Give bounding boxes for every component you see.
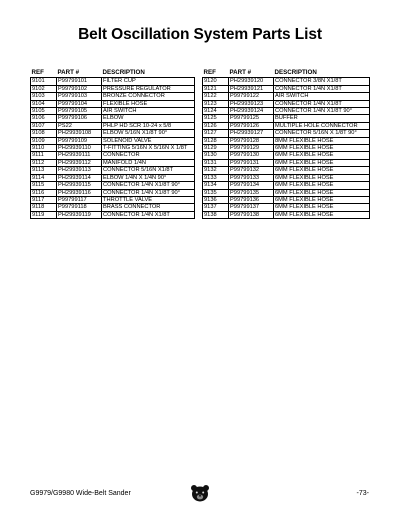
part-number-cell: P99799102	[57, 85, 102, 92]
page-number: -73-	[356, 490, 369, 497]
table-row	[31, 182, 195, 189]
ref-cell: 9108	[31, 130, 57, 137]
table-row	[203, 152, 370, 159]
part-number-cell: P99799103	[57, 93, 102, 100]
part-number-cell: P99799135	[229, 189, 274, 196]
table-row	[203, 204, 370, 211]
table-row	[31, 78, 195, 85]
ref-cell: 9132	[203, 167, 229, 174]
table-row	[31, 196, 195, 203]
part-number-cell: PH29939119	[57, 211, 102, 218]
part-number-cell: PH29939110	[57, 145, 102, 152]
table-row	[203, 115, 370, 122]
table-row	[31, 204, 195, 211]
part-number-cell: P99799126	[229, 122, 274, 129]
description-cell: MANIFOLD 1/4N	[102, 159, 195, 166]
ref-cell: 9112	[31, 159, 57, 166]
ref-cell: 9103	[31, 93, 57, 100]
table-row	[31, 189, 195, 196]
table-row	[31, 85, 195, 92]
description-cell: T-FITTING 5/16N X 5/16N X 1/8T	[102, 145, 195, 152]
description-cell: FILTER CUP	[102, 78, 195, 85]
table-row	[203, 211, 370, 218]
description-cell: BRONZE CONNECTOR	[102, 93, 195, 100]
part-number-cell: P99799128	[229, 137, 274, 144]
description-cell: ELBOW 5/16N X1/8T 90°	[102, 130, 195, 137]
table-row	[203, 108, 370, 115]
description-cell: SOLENOID VALVE	[102, 137, 195, 144]
part-number-cell: P99799137	[229, 204, 274, 211]
description-cell: CONNECTOR	[102, 152, 195, 159]
page-title: Belt Oscillation System Parts List	[78, 26, 322, 43]
table-row	[31, 137, 195, 144]
ref-cell: 9131	[203, 159, 229, 166]
description-cell: CONNECTOR 1/4N X1/8T 90°	[274, 108, 370, 115]
table-row	[203, 182, 370, 189]
ref-cell: 9138	[203, 211, 229, 218]
table-row	[203, 145, 370, 152]
table-row	[203, 130, 370, 137]
ref-cell: 9111	[31, 152, 57, 159]
part-number-cell: P99799132	[229, 167, 274, 174]
ref-cell: 9129	[203, 145, 229, 152]
ref-cell: 9136	[203, 196, 229, 203]
table-row	[31, 159, 195, 166]
grizzly-bear-logo-icon	[190, 484, 210, 502]
description-cell: 6MM FLEXIBLE HOSE	[274, 211, 370, 218]
ref-cell: 9109	[31, 137, 57, 144]
table-row	[203, 122, 370, 129]
ref-cell: 9123	[203, 100, 229, 107]
description-cell: CONNECTOR 1/4N X1/8T	[274, 100, 370, 107]
part-number-cell: PH29939127	[229, 130, 274, 137]
part-number-cell: P99799105	[57, 108, 102, 115]
part-number-cell: PH29939120	[229, 78, 274, 85]
part-number-cell: P99799133	[229, 174, 274, 181]
description-cell: 6MM FLEXIBLE HOSE	[274, 196, 370, 203]
ref-cell: 9137	[203, 204, 229, 211]
ref-cell: 9113	[31, 167, 57, 174]
part-number-cell: P99799130	[229, 152, 274, 159]
ref-cell: 9104	[31, 100, 57, 107]
part-number-cell: PH29939116	[57, 189, 102, 196]
part-number-cell: P99799125	[229, 115, 274, 122]
part-number-cell: P99799118	[57, 204, 102, 211]
table-row	[31, 93, 195, 100]
table-row	[31, 167, 195, 174]
description-cell: 6MM FLEXIBLE HOSE	[274, 182, 370, 189]
description-cell: CONNECTOR 5/16N X 1/8T 90°	[274, 130, 370, 137]
ref-cell: 9130	[203, 152, 229, 159]
part-number-cell: P99799101	[57, 78, 102, 85]
table-row	[31, 211, 195, 218]
ref-cell: 9128	[203, 137, 229, 144]
description-cell: BRASS CONNECTOR	[102, 204, 195, 211]
table-row	[31, 130, 195, 137]
ref-cell: 9101	[31, 78, 57, 85]
table-row	[203, 159, 370, 166]
ref-cell: 9118	[31, 204, 57, 211]
description-cell: ELBOW 1/4N X 1/4N 90°	[102, 174, 195, 181]
part-number-cell: P99799129	[229, 145, 274, 152]
description-cell: CONNECTOR 1/4N X1/8T	[102, 211, 195, 218]
column-header-description: DESCRIPTION	[274, 70, 370, 78]
table-header-row	[203, 70, 370, 78]
column-header-ref: REF	[31, 70, 57, 78]
description-cell: BUFFER	[274, 115, 370, 122]
part-number-cell: PH29939108	[57, 130, 102, 137]
description-cell: 6MM FLEXIBLE HOSE	[274, 204, 370, 211]
part-number-cell: P99799109	[57, 137, 102, 144]
table-row	[203, 93, 370, 100]
part-number-cell: PH29939121	[229, 85, 274, 92]
description-cell: 6MM FLEXIBLE HOSE	[274, 152, 370, 159]
table-row	[203, 174, 370, 181]
ref-cell: 9121	[203, 85, 229, 92]
ref-cell: 9135	[203, 189, 229, 196]
description-cell: CONNECTOR 1/4N X1/8T	[274, 85, 370, 92]
ref-cell: 9120	[203, 78, 229, 85]
description-cell: PHLP HD SCR 10-24 x 5/8	[102, 122, 195, 129]
description-cell: 6MM FLEXIBLE HOSE	[274, 189, 370, 196]
table-row	[31, 115, 195, 122]
part-number-cell: P99799136	[229, 196, 274, 203]
part-number-cell: PH29939123	[229, 100, 274, 107]
column-header-part: PART #	[57, 70, 102, 78]
description-cell: AIR SWITCH	[102, 108, 195, 115]
table-row	[31, 152, 195, 159]
ref-cell: 9134	[203, 182, 229, 189]
ref-cell: 9105	[31, 108, 57, 115]
description-cell: PRESSURE REGULATOR	[102, 85, 195, 92]
description-cell: AIR SWITCH	[274, 93, 370, 100]
table-row	[203, 100, 370, 107]
description-cell: CONNECTOR 3/8N X1/8T	[274, 78, 370, 85]
ref-cell: 9115	[31, 182, 57, 189]
ref-cell: 9114	[31, 174, 57, 181]
description-cell: MULTIPLE HOLE CONNECTOR	[274, 122, 370, 129]
table-row	[31, 108, 195, 115]
ref-cell: 9124	[203, 108, 229, 115]
table-header-row	[31, 70, 195, 78]
table-row	[203, 196, 370, 203]
column-header-part: PART #	[229, 70, 274, 78]
description-cell: CONNECTOR 1/4N X1/8T 90°	[102, 189, 195, 196]
parts-table-left	[30, 70, 195, 219]
column-header-ref: REF	[203, 70, 229, 78]
description-cell: 6MM FLEXIBLE HOSE	[274, 159, 370, 166]
ref-cell: 9126	[203, 122, 229, 129]
ref-cell: 9116	[31, 189, 57, 196]
table-row	[203, 85, 370, 92]
ref-cell: 9107	[31, 122, 57, 129]
description-cell: FLEXIBLE HOSE	[102, 100, 195, 107]
part-number-cell: P99799122	[229, 93, 274, 100]
table-row	[31, 145, 195, 152]
table-row	[203, 78, 370, 85]
part-number-cell: P99799138	[229, 211, 274, 218]
column-header-description: DESCRIPTION	[102, 70, 195, 78]
part-number-cell: PH29939115	[57, 182, 102, 189]
ref-cell: 9133	[203, 174, 229, 181]
table-row	[203, 189, 370, 196]
part-number-cell: P99799131	[229, 159, 274, 166]
footer-model: G9979/G9980 Wide-Belt Sander	[30, 490, 131, 497]
part-number-cell: PH29939111	[57, 152, 102, 159]
description-cell: 8MM FLEXIBLE HOSE	[274, 137, 370, 144]
ref-cell: 9127	[203, 130, 229, 137]
ref-cell: 9122	[203, 93, 229, 100]
description-cell: ELBOW	[102, 115, 195, 122]
part-number-cell: PH29939114	[57, 174, 102, 181]
table-row	[31, 122, 195, 129]
ref-cell: 9125	[203, 115, 229, 122]
ref-cell: 9117	[31, 196, 57, 203]
description-cell: 6MM FLEXIBLE HOSE	[274, 145, 370, 152]
ref-cell: 9102	[31, 85, 57, 92]
description-cell: CONNECTOR 5/16N X1/8T	[102, 167, 195, 174]
ref-cell: 9119	[31, 211, 57, 218]
part-number-cell: PH29939113	[57, 167, 102, 174]
description-cell: CONNECTOR 1/4N X1/8T 90°	[102, 182, 195, 189]
parts-table-right	[202, 70, 370, 219]
part-number-cell: PS22	[57, 122, 102, 129]
part-number-cell: P99799106	[57, 115, 102, 122]
part-number-cell: P99799134	[229, 182, 274, 189]
part-number-cell: P99799117	[57, 196, 102, 203]
part-number-cell: PH29939112	[57, 159, 102, 166]
table-row	[203, 167, 370, 174]
description-cell: 6MM FLEXIBLE HOSE	[274, 174, 370, 181]
ref-cell: 9110	[31, 145, 57, 152]
table-row	[31, 100, 195, 107]
table-row	[203, 137, 370, 144]
description-cell: 6MM FLEXIBLE HOSE	[274, 167, 370, 174]
table-row	[31, 174, 195, 181]
description-cell: THROTTLE VALVE	[102, 196, 195, 203]
part-number-cell: P99799104	[57, 100, 102, 107]
ref-cell: 9106	[31, 115, 57, 122]
part-number-cell: PH29939124	[229, 108, 274, 115]
